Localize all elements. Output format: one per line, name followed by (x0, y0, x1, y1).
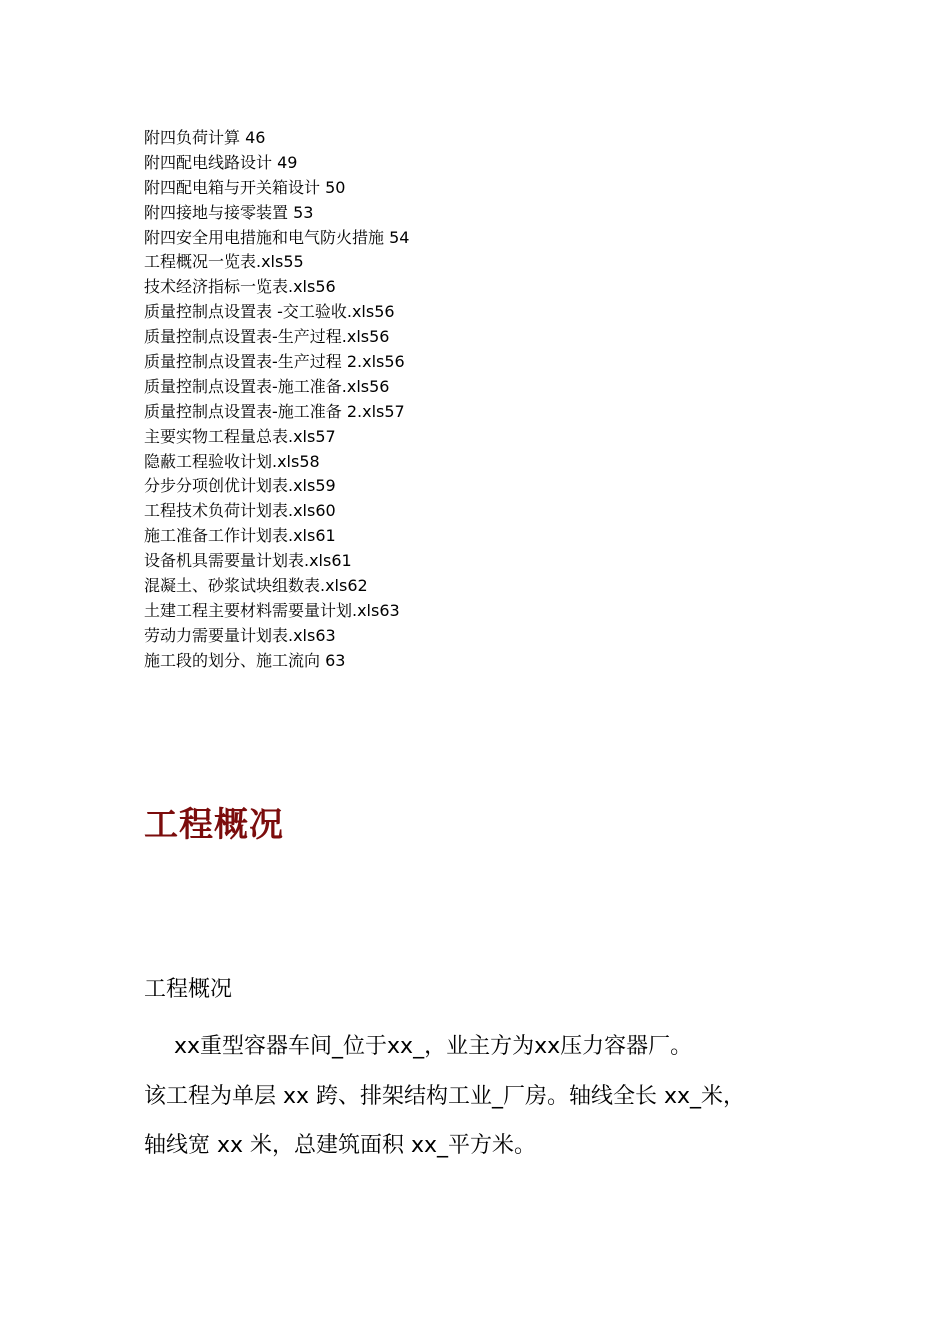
section-subheading: 工程概况 (144, 977, 233, 1002)
toc-item[interactable]: 分步分项创优计划表.xls59 (144, 476, 336, 496)
toc-item[interactable]: 质量控制点设置表 -交工验收.xls56 (144, 302, 395, 322)
toc-item[interactable]: 主要实物工程量总表.xls57 (144, 426, 336, 446)
toc-item[interactable]: 混凝土、砂浆试块组数表.xls62 (144, 576, 368, 596)
toc-item[interactable]: 工程技术负荷计划表.xls60 (144, 501, 336, 521)
toc-item[interactable]: 质量控制点设置表-生产过程 2.xls56 (144, 352, 405, 372)
toc-item[interactable]: 设备机具需要量计划表.xls61 (144, 551, 352, 571)
body-paragraph (144, 1022, 824, 1171)
paragraph-line: 轴线宽 xx 米，总建筑面积 xx_平方米。 (144, 1133, 537, 1158)
toc-item[interactable]: 附四安全用电措施和电气防火措施 54 (144, 227, 410, 247)
toc-item[interactable]: 技术经济指标一览表.xls56 (144, 277, 336, 297)
toc-item[interactable]: 附四负荷计算 46 (144, 128, 266, 147)
toc-item[interactable]: 质量控制点设置表-生产过程.xls56 (144, 327, 390, 347)
toc-item[interactable]: 土建工程主要材料需要量计划.xls63 (144, 600, 400, 620)
section-heading: 工程概况 (144, 805, 284, 845)
toc-item[interactable]: 附四接地与接零装置 53 (144, 202, 314, 222)
toc-item[interactable]: 施工段的划分、施工流向 63 (144, 650, 346, 670)
toc-item[interactable]: 质量控制点设置表-施工准备.xls56 (144, 376, 390, 396)
toc-item[interactable]: 劳动力需要量计划表.xls63 (144, 625, 336, 645)
paragraph-line: xx重型容器车间_位于xx_，业主方为xx压力容器厂。 (174, 1034, 693, 1059)
toc-item[interactable]: 质量控制点设置表-施工准备 2.xls57 (144, 401, 405, 421)
table-of-contents (144, 126, 844, 674)
toc-item[interactable]: 工程概况一览表.xls55 (144, 252, 304, 272)
toc-item[interactable]: 隐蔽工程验收计划.xls58 (144, 451, 320, 471)
toc-item[interactable]: 施工准备工作计划表.xls61 (144, 526, 336, 546)
paragraph-line: 该工程为单层 xx 跨、排架结构工业_厂房。轴线全长 xx_米， (144, 1083, 746, 1109)
toc-item[interactable]: 附四配电箱与开关箱设计 50 (144, 177, 346, 197)
toc-item[interactable]: 附四配电线路设计 49 (144, 152, 298, 172)
